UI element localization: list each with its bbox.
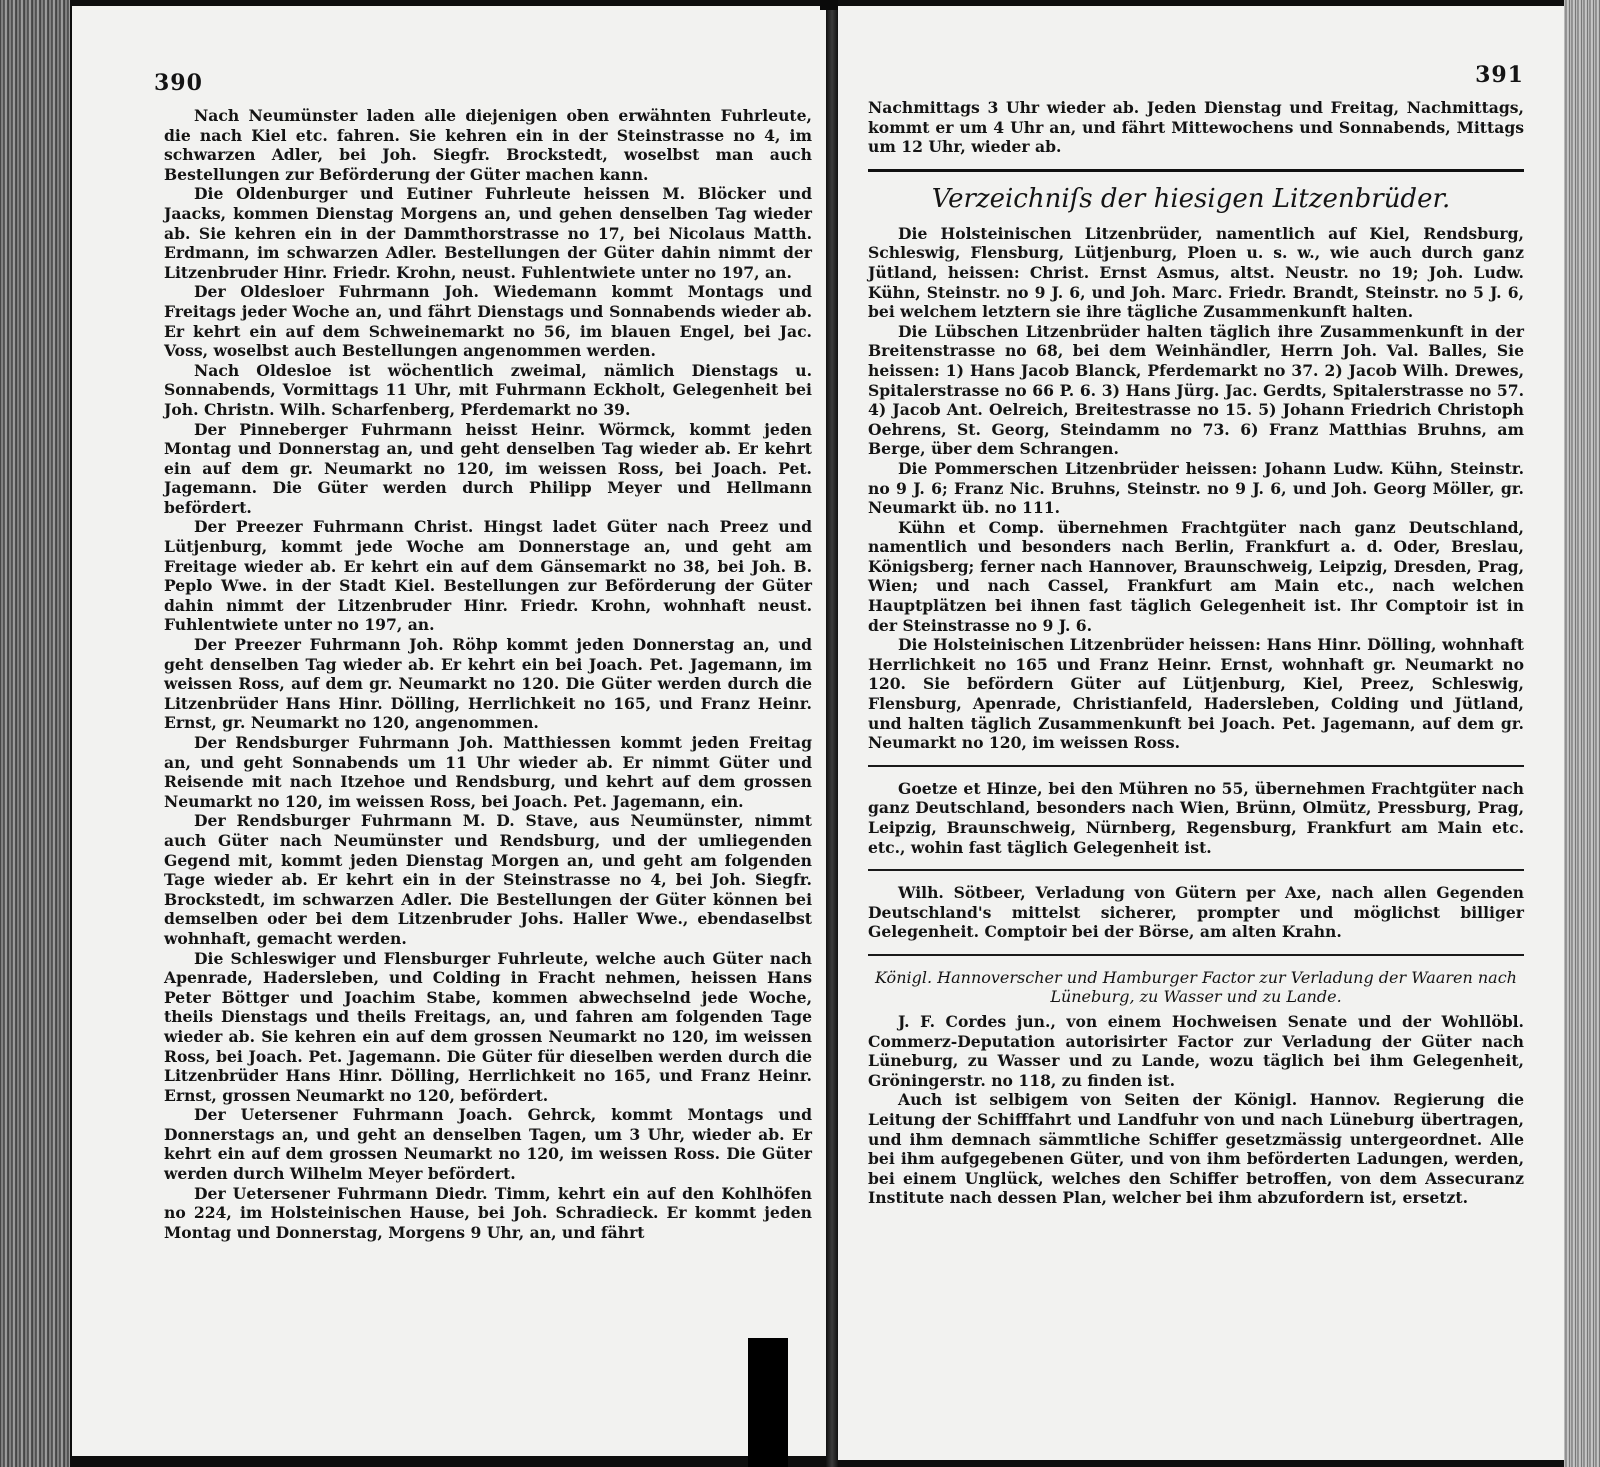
paragraph: Nach Oldesloe ist wöchentlich zweimal, nämlich Dienstags u. Sonnabends, Vormittags 11 Uhr, mit Fuhrmann Eckholt, Gelegenheit bei Joh. Christn. Wilh. Scharfenberg, Pferdemarkt no 39. xyxy=(164,360,812,419)
left-page xyxy=(72,6,826,1456)
paragraph: Goetze et Hinze, bei den Mühren no 55, übernehmen Frachtgüter nach ganz Deutschland, besonders nach Wien, Brünn, Olmütz, Pressburg, Prag, Leipzig, Braunschweig, Nürnberg, Regensburg, Frankfurt am Main etc. etc., wohin fast täglich Gelegenheit ist. xyxy=(868,778,1524,857)
paragraph: Der Pinneberger Fuhrmann heisst Heinr. Wörmck, kommt jeden Montag und Donnerstag an, und geht denselben Tag wieder ab. Er kehrt ein auf dem gr. Neumarkt no 120, im weissen Ross, bei Joach. Pet. Jagemann. Die Güter werden durch Philipp Meyer und Hellmann befördert. xyxy=(164,419,812,517)
factor-heading: Königl. Hannoverscher und Hamburger Factor zur Verladung der Waaren nach Lüneburg, zu Wasser und zu Lande. xyxy=(875,967,1517,1006)
paragraph: Der Rendsburger Fuhrmann Joh. Matthiessen kommt jeden Freitag an, und geht Sonnabends um 11 Uhr wieder ab. Er nimmt Güter und Reisende mit nach Itzehoe und Rendsburg, und kehrt auf dem grossen Neumarkt no 120, im weissen Ross, bei Joach. Pet. Jagemann, ein. xyxy=(164,733,812,811)
paragraph: Auch ist selbigem von Seiten der Königl. Hannov. Regierung die Leitung der Schifffahrt und Landfuhr von und nach Lüneburg übertragen, und ihm demnach sämmtliche Schiffer gesetzmässig untergeordnet. Alle bei ihm aufgegebenen Güter, und von ihm beförderten Ladungen, werden, bei einem Unglück, welches den Schiffer betroffen, von dem Assecuranz Institute nach dessen Plan, welcher bei ihm abzufordern ist, ersetzt. xyxy=(868,1090,1524,1208)
soetbeer-section xyxy=(868,883,1524,942)
goetze-section xyxy=(868,779,1524,857)
section-divider xyxy=(868,169,1524,172)
page-number-right: 391 xyxy=(1475,62,1524,88)
section-divider xyxy=(868,954,1524,956)
paragraph: Die Lübschen Litzenbrüder halten täglich ihre Zusammenkunft in der Breitenstrasse no 68, bei dem Weinhändler, Herrn Joh. Val. Balles, Sie heissen: 1) Hans Jacob Blanck, Pferdemarkt no 37. 2) Jacob Wilh. Drewes, Spitalerstrasse no 66 P. 6. 3) Hans Jürg. Jac. Gerdts, Spitalerstrasse no 57. 4) Jacob Ant. Oelreich, Breitestrasse no 15. 5) Johann Friedrich Christoph Oehrens, St. Georg, Steindamm no 73. 6) Franz Matthias Bruhns, am Berge, über dem Schrangen. xyxy=(868,321,1524,459)
paragraph: Der Preezer Fuhrmann Christ. Hingst ladet Güter nach Preez und Lütjenburg, kommt jede Woche am Donnerstage an, und geht am Freitage wieder ab. Er kehrt ein auf dem Gänsemarkt no 38, bei Joh. B. Peplo Wwe. in der Stadt Kiel. Bestellungen zur Beförderung der Güter dahin nimmt der Litzenbruder Hinr. Friedr. Krohn, wohnhaft neust. Fuhlentwiete unter no 197, an. xyxy=(164,517,812,635)
litzenbrueder-section xyxy=(868,224,1524,753)
paragraph: Der Rendsburger Fuhrmann M. D. Stave, aus Neumünster, nimmt auch Güter nach Neumünster und Rendsburg, und der umliegenden Gegend mit, kommt jeden Dienstag Morgen an, und geht am folgenden Tage wieder ab. Er kehrt ein in der Steinstrasse no 4, bei Joh. Siegfr. Brockstedt, im schwarzen Adler. Die Bestellungen der Güter können bei demselben oder bei dem Litzenbruder Johs. Haller Wwe., ebendaselbst wohnhaft, gemacht werden. xyxy=(164,811,812,948)
paragraph: Die Holsteinischen Litzenbrüder heissen: Hans Hinr. Dölling, wohnhaft Herrlichkeit no 165 und Franz Heinr. Ernst, wohnhaft gr. Neumarkt no 120. Sie befördern Güter auf Lütjenburg, Kiel, Preez, Schleswig, Flensburg, Apenrade, Christianfeld, Hadersleben, Colding und Jütland, und halten täglich Zusammenkunft bei Joach. Pet. Jagemann, auf dem gr. Neumarkt no 120, im weissen Ross. xyxy=(868,635,1524,753)
paragraph: Die Holsteinischen Litzenbrüder, namentlich auf Kiel, Rendsburg, Schleswig, Flensburg, Lütjenburg, Ploen u. s. w., wie auch durch ganz Jütland, heissen: Christ. Ernst Asmus, altst. Neustr. no 19; Joh. Ludw. Kühn, Steinstr. no 9 J. 6, und Joh. Marc. Friedr. Brandt, Steinstr. no 5 J. 6, bei welchem letztern sie ihre tägliche Zusammenkunft halten. xyxy=(868,223,1524,322)
book-edge-right xyxy=(1564,0,1600,1467)
paragraph: Nach Neumünster laden alle diejenigen oben erwähnten Fuhrleute, die nach Kiel etc. fahren. Sie kehren ein in der Steinstrasse no 4, im schwarzen Adler, bei Joh. Siegfr. Brockstedt, woselbst man auch Bestellungen zur Beförderung der Güter machen kann. xyxy=(164,106,812,184)
page-marker-tab xyxy=(748,1338,788,1467)
paragraph: Der Oldesloer Fuhrmann Joh. Wiedemann kommt Montags und Freitags jeder Woche an, und fährt Dienstags und Sonnabends wieder ab. Er kehrt ein auf dem Schweinemarkt no 56, im blauen Engel, bei Jac. Voss, woselbst auch Bestellungen angenommen werden. xyxy=(164,282,812,361)
paragraph: Die Pommerschen Litzenbrüder heissen: Johann Ludw. Kühn, Steinstr. no 9 J. 6; Franz Nic. Bruhns, Steinstr. no 9 J. 6, und Joh. Georg Möller, gr. Neumarkt üb. no 111. xyxy=(868,458,1524,518)
paragraph: Die Oldenburger und Eutiner Fuhrleute heissen M. Blöcker und Jaacks, kommen Dienstag Morgens an, und gehen denselben Tag wieder ab. Sie kehren ein in der Dammthorstrasse no 17, bei Nicolaus Matth. Erdmann, im schwarzen Adler. Bestellungen der Güter dahin nimmt der Litzenbruder Hinr. Friedr. Krohn, neust. Fuhlentwiete unter no 197, an. xyxy=(164,184,812,282)
paragraph: Die Schleswiger und Flensburger Fuhrleute, welche auch Güter nach Apenrade, Hadersleben, und Colding in Fracht nehmen, heissen Hans Peter Böttger und Joachim Stabe, kommen abwechselnd jede Woche, theils Dienstags und theils Freitags, an, und fahren am folgenden Tage wieder ab. Sie kehren ein auf dem grossen Neumarkt no 120, im weissen Ross, bei Joach. Pet. Jagemann. Die Güter für dieselben werden durch die Litzenbrüder Hans Hinr. Dölling, Herrlichkeit no 165, und Franz Heinr. Ernst, grossen Neumarkt no 120, befördert. xyxy=(164,948,812,1105)
page-number-left: 390 xyxy=(154,70,203,96)
paragraph: Der Uetersener Fuhrmann Diedr. Timm, kehrt ein auf den Kohlhöfen no 224, im Holsteinischen Hause, bei Joh. Schradieck. Er kommt jeden Montag und Donnerstag, Morgens 9 Uhr, an, und fährt xyxy=(164,1183,812,1242)
factor-section xyxy=(868,968,1524,1208)
paragraph: Der Uetersener Fuhrmann Joach. Gehrck, kommt Montags und Donnerstags an, und geht an denselben Tagen, um 3 Uhr, wieder ab. Er kehrt ein auf dem grossen Neumarkt no 120, im weissen Ross. Die Güter werden durch Wilhelm Meyer befördert. xyxy=(164,1105,812,1184)
continuation-text: Nachmittags 3 Uhr wieder ab. Jeden Dienstag und Freitag, Nachmittags, kommt er um 4 Uhr an, und fährt Mittewochens und Sonnabends, Mittags um 12 Uhr, wieder ab. xyxy=(868,98,1524,157)
paragraph: Der Preezer Fuhrmann Joh. Röhp kommt jeden Donnerstag an, und geht denselben Tag wieder ab. Er kehrt ein bei Joach. Pet. Jagemann, im weissen Ross, auf dem gr. Neumarkt no 120. Die Güter werden durch die Litzenbrüder Hans Hinr. Dölling, Herrlichkeit no 165, und Franz Heinr. Ernst, gr. Neumarkt no 120, angenommen. xyxy=(164,635,812,733)
paragraph: J. F. Cordes jun., von einem Hochweisen Senate und der Wohllöbl. Commerz-Deputation autorisirter Factor zur Verladung der Güter nach Lüneburg, zu Wasser und zu Lande, wozu täglich bei ihm Gelegenheit, Gröningerstr. no 118, zu finden ist. xyxy=(868,1011,1524,1090)
book-edge-left xyxy=(0,0,70,1467)
section-divider xyxy=(868,869,1524,871)
right-page xyxy=(838,6,1564,1460)
paragraph: Wilh. Sötbeer, Verladung von Gütern per Axe, nach allen Gegenden Deutschland's mittelst sicherer, prompter und möglichst billiger Gelegenheit. Comptoir bei der Börse, am alten Krahn. xyxy=(868,883,1524,942)
section-heading: Verzeichniſs der hiesigen Litzenbrüder. xyxy=(931,183,1451,214)
book-spine xyxy=(826,0,838,1467)
continuation-block xyxy=(868,98,1524,157)
section-divider xyxy=(868,765,1524,767)
spine-shadow-top xyxy=(820,0,838,10)
paragraph: Kühn et Comp. übernehmen Frachtgüter nach ganz Deutschland, namentlich und besonders nach Berlin, Frankfurt a. d. Oder, Breslau, Königsberg; ferner nach Hannover, Braunschweig, Leipzig, Dresden, Prag, Wien; und nach Cassel, Frankfurt am Main etc., nach welchen Hauptplätzen bei ihnen fast täglich Gelegenheit ist. Ihr Comptoir ist in der Steinstrasse no 9 J. 6. xyxy=(868,517,1524,635)
